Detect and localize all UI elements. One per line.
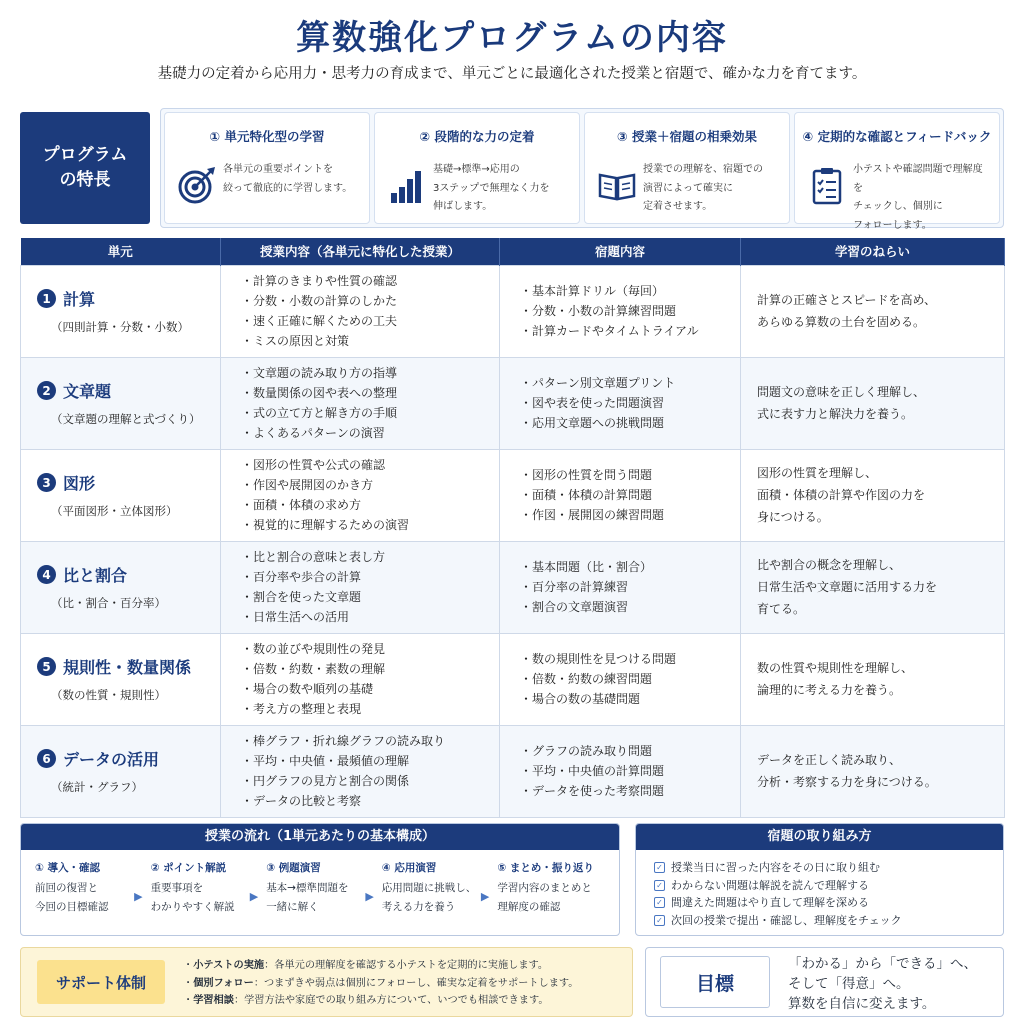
checkbox-icon: ✓ bbox=[654, 915, 665, 926]
unit-title: 規則性・数量関係 bbox=[63, 658, 192, 677]
lesson-cell bbox=[221, 725, 500, 817]
list-item: ・ 速く正確に解くための工夫 bbox=[241, 311, 499, 331]
page-subtitle: 基礎力の定着から応用力・思考力の育成まで、単元ごとに最適化された授業と宿題で、確かな力を育てます。 bbox=[157, 66, 867, 82]
unit-title: 文章題 bbox=[63, 382, 112, 401]
table-body bbox=[21, 265, 1005, 817]
lesson-list bbox=[221, 731, 499, 811]
list-item: ・ 数量関係の図や表への整理 bbox=[241, 383, 499, 403]
support-item-key: 小テストの実施 bbox=[193, 960, 265, 971]
list-item: ・ 図形の性質や公式の確認 bbox=[241, 455, 499, 475]
aim-cell bbox=[741, 357, 1005, 449]
lesson-cell bbox=[221, 265, 500, 357]
flow-step bbox=[382, 860, 498, 917]
arrow-right-icon: ▶ bbox=[134, 890, 143, 903]
unit-number-badge: 2 bbox=[37, 381, 56, 400]
unit-subtitle: （数の性質・規則性） bbox=[51, 688, 166, 702]
lesson-list bbox=[221, 363, 499, 443]
page-title: 算数強化プログラムの内容 bbox=[296, 18, 728, 58]
list-item: ・ 円グラフの見方と割合の関係 bbox=[241, 771, 499, 791]
list-item: ・ 図や表を使った問題演習 bbox=[520, 393, 740, 413]
column-header: 宿題内容 bbox=[500, 238, 741, 265]
list-item: ・ 計算カードやタイムトライアル bbox=[520, 321, 740, 341]
unit-name bbox=[21, 379, 220, 402]
flow-step-title: ⑤ まとめ・振り返り bbox=[497, 862, 594, 874]
lesson-list bbox=[221, 455, 499, 535]
unit-cell bbox=[21, 449, 221, 541]
homework-approach-list bbox=[636, 850, 1003, 929]
list-item bbox=[183, 957, 578, 975]
list-item: ・ 百分率や歩合の計算 bbox=[241, 567, 499, 587]
table-row bbox=[21, 541, 1005, 633]
unit-subtitle: （比・割合・百分率） bbox=[51, 596, 166, 610]
aim-cell bbox=[741, 449, 1005, 541]
list-item: ・ 比と割合の意味と表し方 bbox=[241, 547, 499, 567]
feature-title: ① 単元特化型の学習 bbox=[209, 129, 325, 144]
list-item-text: 次回の授業で提出・確認し、理解度をチェック bbox=[671, 913, 902, 927]
unit-number-badge: 1 bbox=[37, 289, 56, 308]
list-item: ・ 文章題の読み取り方の指導 bbox=[241, 363, 499, 383]
table-row bbox=[21, 265, 1005, 357]
checkbox-icon: ✓ bbox=[654, 880, 665, 891]
unit-cell bbox=[21, 541, 221, 633]
list-item: ・ 数の並びや規則性の発見 bbox=[241, 639, 499, 659]
list-item: ・ 面積・体積の計算問題 bbox=[520, 485, 740, 505]
homework-approach-title: 宿題の取り組み方 bbox=[636, 824, 1003, 850]
aim-text: 図形の性質を理解し、 面積・体積の計算や作図の力を 身につける。 bbox=[757, 466, 926, 524]
goal-text: 「わかる」から「できる」へ、 そして「得意」へ。 算数を自信に変えます。 bbox=[788, 956, 977, 1012]
feature-title: ④ 定期的な確認とフィードバック bbox=[802, 129, 992, 144]
goal-panel bbox=[645, 947, 1004, 1017]
flow-step-title: ③ 例題演習 bbox=[266, 862, 321, 874]
list-item: ・ ミスの原因と対策 bbox=[241, 331, 499, 351]
unit-subtitle: （四則計算・分数・小数） bbox=[51, 320, 189, 334]
column-header: 単元 bbox=[21, 238, 221, 265]
target-icon bbox=[177, 165, 217, 205]
list-item bbox=[654, 859, 1003, 877]
list-item-text: 間違えた問題はやり直して理解を深める bbox=[671, 896, 869, 909]
list-item: ・ 日常生活への活用 bbox=[241, 607, 499, 627]
unit-name bbox=[21, 471, 220, 494]
arrow-right-icon: ▶ bbox=[365, 890, 374, 903]
list-item: ・ 割合の文章題演習 bbox=[520, 597, 740, 617]
flow-step bbox=[497, 860, 613, 917]
unit-number-badge: 6 bbox=[37, 749, 56, 768]
list-item: ・ 倍数・約数・素数の理解 bbox=[241, 659, 499, 679]
table-row bbox=[21, 357, 1005, 449]
feature-title: ② 段階的な力の定着 bbox=[419, 129, 535, 144]
flow-step bbox=[266, 860, 382, 917]
flow-step-desc: 学習内容のまとめと 理解度の確認 bbox=[497, 882, 592, 913]
homework-list bbox=[500, 373, 740, 433]
support-label: サポート体制 bbox=[37, 960, 165, 1004]
unit-number-badge: 3 bbox=[37, 473, 56, 492]
feature-desc: 授業での理解を、宿題での 演習によって確実に 定着させます。 bbox=[643, 164, 763, 212]
aim-text: データを正しく読み取り、 分析・考察する力を身につける。 bbox=[757, 753, 937, 789]
bar-chart-icon bbox=[387, 165, 427, 205]
list-item: ・ データを使った考察問題 bbox=[520, 781, 740, 801]
list-item: ・ パターン別文章題プリント bbox=[520, 373, 740, 393]
table-row bbox=[21, 633, 1005, 725]
flow-step-desc: 重要事項を わかりやすく解説 bbox=[150, 882, 235, 913]
lesson-flow-panel bbox=[20, 823, 620, 936]
support-list bbox=[183, 957, 578, 1010]
unit-title: データの活用 bbox=[63, 750, 160, 769]
unit-title: 図形 bbox=[63, 474, 96, 493]
unit-subtitle: （文章題の理解と式づくり） bbox=[51, 412, 201, 426]
aim-text: 問題文の意味を正しく理解し、 式に表す力と解決力を養う。 bbox=[757, 385, 926, 421]
list-item: ・ 作図や展開図のかき方 bbox=[241, 475, 499, 495]
list-item: ・ 平均・中央値・最頻値の理解 bbox=[241, 751, 499, 771]
unit-name bbox=[21, 287, 220, 310]
unit-title: 計算 bbox=[63, 290, 96, 309]
homework-cell bbox=[500, 633, 741, 725]
lesson-cell bbox=[221, 633, 500, 725]
lesson-list bbox=[221, 639, 499, 719]
features-label: プログラム の特長 bbox=[20, 112, 150, 224]
aim-text: 数の性質や規則性を理解し、 論理的に考える力を養う。 bbox=[757, 661, 914, 697]
list-item: ・ 基本計算ドリル（毎回） bbox=[520, 281, 740, 301]
feature-card bbox=[794, 112, 1000, 231]
list-item: ・ 考え方の整理と表現 bbox=[241, 699, 499, 719]
unit-title: 比と割合 bbox=[63, 566, 128, 585]
lesson-list bbox=[221, 547, 499, 627]
list-item: ・ グラフの読み取り問題 bbox=[520, 741, 740, 761]
lesson-cell bbox=[221, 357, 500, 449]
goal-label: 目標 bbox=[660, 956, 770, 1008]
flow-step bbox=[151, 860, 267, 917]
list-item: ・ 数の規則性を見つける問題 bbox=[520, 649, 740, 669]
list-item: ・ 図形の性質を問う問題 bbox=[520, 465, 740, 485]
flow-step-desc: 前回の復習と 今回の目標確認 bbox=[35, 882, 109, 913]
lesson-flow-steps bbox=[21, 850, 619, 917]
column-header: 学習のねらい bbox=[741, 238, 1005, 265]
column-header: 授業内容（各単元に特化した授業） bbox=[221, 238, 500, 265]
unit-subtitle: （平面図形・立体図形） bbox=[51, 504, 178, 518]
list-item: ・ 場合の数や順列の基礎 bbox=[241, 679, 499, 699]
lesson-cell bbox=[221, 541, 500, 633]
list-item bbox=[654, 894, 1003, 912]
homework-cell bbox=[500, 265, 741, 357]
aim-text: 比や割合の概念を理解し、 日常生活や文章題に活用する力を 育てる。 bbox=[757, 558, 938, 616]
feature-title: ③ 授業＋宿題の相乗効果 bbox=[617, 129, 757, 144]
lesson-list bbox=[221, 271, 499, 351]
feature-card bbox=[374, 112, 580, 224]
arrow-right-icon: ▶ bbox=[480, 890, 490, 903]
unit-cell bbox=[21, 265, 221, 357]
support-item-text: ：つまずきや弱点は個別にフォローし、確実な定着をサポートします。 bbox=[253, 977, 579, 989]
list-item: ・ 平均・中央値の計算問題 bbox=[520, 761, 740, 781]
list-item: ・ 場合の数の基礎問題 bbox=[520, 689, 740, 709]
flow-step-desc: 基本→標準問題を 一緒に解く bbox=[266, 882, 349, 913]
list-item: ・ 面積・体積の求め方 bbox=[241, 495, 499, 515]
checkbox-icon: ✓ bbox=[654, 897, 665, 908]
homework-list bbox=[500, 557, 740, 617]
feature-desc: 基礎→標準→応用の 3ステップで無理なく力を 伸ばします。 bbox=[433, 164, 550, 212]
clipboard-icon bbox=[807, 165, 847, 205]
table-row bbox=[21, 725, 1005, 817]
list-item: ・ 分数・小数の計算練習問題 bbox=[520, 301, 740, 321]
table-row bbox=[21, 449, 1005, 541]
homework-list bbox=[500, 741, 740, 801]
list-item: ・ 計算のきまりや性質の確認 bbox=[241, 271, 499, 291]
feature-card bbox=[164, 112, 370, 224]
list-item bbox=[183, 992, 578, 1010]
support-item-text: ：学習方法や家庭での取り組み方について、いつでも相談できます。 bbox=[233, 995, 549, 1006]
feature-desc: 小テストや確認問題で理解度を チェックし、個別に フォローします。 bbox=[853, 164, 983, 231]
unit-name bbox=[21, 747, 220, 770]
aim-cell bbox=[741, 725, 1005, 817]
unit-subtitle: （統計・グラフ） bbox=[51, 780, 143, 794]
flow-step-title: ① 導入・確認 bbox=[35, 862, 101, 874]
homework-approach-panel bbox=[635, 823, 1004, 936]
list-item: ・ 割合を使った文章題 bbox=[241, 587, 499, 607]
unit-cell bbox=[21, 725, 221, 817]
list-item: ・ よくあるパターンの演習 bbox=[241, 423, 499, 443]
book-icon bbox=[597, 165, 637, 205]
aim-cell bbox=[741, 633, 1005, 725]
list-item bbox=[183, 975, 578, 993]
list-item: ・ データの比較と考察 bbox=[241, 791, 499, 811]
homework-list bbox=[500, 649, 740, 709]
homework-list bbox=[500, 281, 740, 341]
curriculum-table bbox=[20, 238, 1005, 818]
flow-step-desc: 応用問題に挑戦し、 考える力を養う bbox=[381, 882, 477, 913]
list-item: ・ 分数・小数の計算のしかた bbox=[241, 291, 499, 311]
feature-card bbox=[584, 112, 790, 224]
lesson-cell bbox=[221, 449, 500, 541]
checkbox-icon: ✓ bbox=[654, 862, 665, 873]
table-header-row bbox=[21, 238, 1005, 265]
support-item-key: 学習相談 bbox=[193, 995, 234, 1006]
list-item: ・ 基本問題（比・割合） bbox=[520, 557, 740, 577]
flow-step-title: ② ポイント解説 bbox=[150, 862, 227, 874]
unit-number-badge: 4 bbox=[37, 565, 56, 584]
list-item: ・ 棒グラフ・折れ線グラフの読み取り bbox=[241, 731, 499, 751]
flow-step bbox=[35, 860, 151, 917]
list-item bbox=[654, 877, 1003, 895]
aim-text: 計算の正確さとスピードを高め、 あらゆる算数の土台を固める。 bbox=[757, 293, 937, 329]
unit-name bbox=[21, 563, 220, 586]
list-item-text: 授業当日に習った内容をその日に取り組む bbox=[671, 861, 880, 874]
aim-cell bbox=[741, 265, 1005, 357]
aim-cell bbox=[741, 541, 1005, 633]
features-panel bbox=[160, 108, 1004, 231]
homework-cell bbox=[500, 357, 741, 449]
feature-desc: 各単元の重要ポイントを 絞って徹底的に学習します。 bbox=[223, 164, 353, 194]
support-item-text: ：各単元の理解度を確認する小テストを定期的に実施します。 bbox=[264, 960, 549, 971]
support-item-key: 個別フォロー bbox=[193, 977, 254, 989]
unit-cell bbox=[21, 357, 221, 449]
list-item: ・ 式の立て方と解き方の手順 bbox=[241, 403, 499, 423]
list-item: ・ 作図・展開図の練習問題 bbox=[520, 505, 740, 525]
homework-list bbox=[500, 465, 740, 525]
lesson-flow-title: 授業の流れ（1単元あたりの基本構成） bbox=[21, 824, 619, 850]
homework-cell bbox=[500, 725, 741, 817]
list-item-text: わからない問題は解説を読んで理解する bbox=[671, 878, 869, 892]
flow-step-title: ④ 応用演習 bbox=[381, 862, 437, 874]
list-item bbox=[654, 912, 1003, 930]
list-item: ・ 百分率の計算練習 bbox=[520, 577, 740, 597]
unit-name bbox=[21, 655, 220, 678]
list-item: ・ 視覚的に理解するための演習 bbox=[241, 515, 499, 535]
arrow-right-icon: ▶ bbox=[249, 890, 259, 903]
unit-number-badge: 5 bbox=[37, 657, 56, 676]
list-item: ・ 倍数・約数の練習問題 bbox=[520, 669, 740, 689]
homework-cell bbox=[500, 449, 741, 541]
list-item: ・ 応用文章題への挑戦問題 bbox=[520, 413, 740, 433]
support-panel bbox=[20, 947, 633, 1017]
homework-cell bbox=[500, 541, 741, 633]
unit-cell bbox=[21, 633, 221, 725]
